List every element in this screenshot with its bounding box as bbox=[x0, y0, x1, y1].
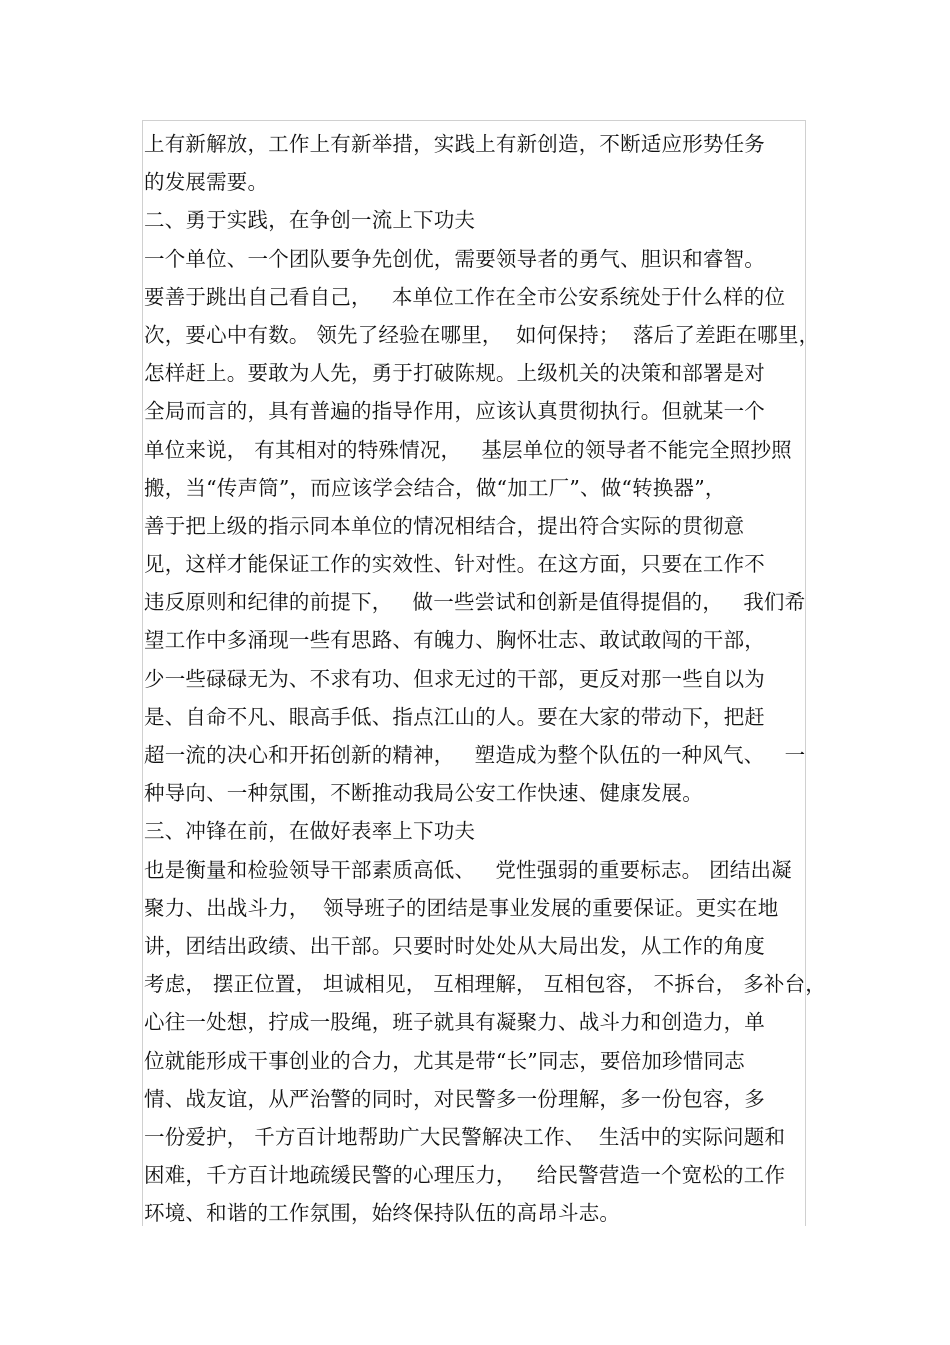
text-line: 怎样赶上。要敢为人先，勇于打破陈规。上级机关的决策和部署是对 bbox=[144, 361, 765, 386]
text-line: 少一些碌碌无为、不求有功、但求无过的干部，更反对那一些自以为 bbox=[144, 666, 765, 691]
text-line: 望工作中多涌现一些有思路、有魄力、胸怀壮志、敢试敢闯的干部， bbox=[144, 628, 765, 653]
text-line: 聚力、出战斗力， 领导班子的团结是事业发展的重要保证。更实在地 bbox=[144, 895, 779, 920]
text-line: 搬，当“传声筒”，而应该学会结合，做“加工厂”、做“转换器”， bbox=[144, 475, 726, 500]
text-line: 次，要心中有数。 领先了经验在哪里， 如何保持； 落后了差距在哪里， bbox=[144, 322, 820, 347]
text-line: 善于把上级的指示同本单位的情况相结合，提出符合实际的贯彻意 bbox=[144, 513, 745, 538]
text-line: 是、自命不凡、眼高手低、指点江山的人。要在大家的带动下，把赶 bbox=[144, 704, 765, 729]
text-line: 要善于跳出自己看自己， 本单位工作在全市公安系统处于什么样的位 bbox=[144, 284, 786, 309]
text-line: 环境、和谐的工作氛围，始终保持队伍的高昂斗志。 bbox=[144, 1201, 621, 1226]
text-line: 也是衡量和检验领导干部素质高低、 党性强弱的重要标志。 团结出凝 bbox=[144, 857, 792, 882]
text-line: 心往一处想，拧成一股绳，班子就具有凝聚力、战斗力和创造力，单 bbox=[144, 1010, 765, 1035]
text-line: 违反原则和纪律的前提下， 做一些尝试和创新是值得提倡的， 我们希 bbox=[144, 590, 806, 615]
text-line: 一份爱护， 千方百计地帮助广大民警解决工作、 生活中的实际问题和 bbox=[144, 1124, 786, 1149]
text-line: 位就能形成干事创业的合力，尤其是带“长”同志，要倍加珍惜同志 bbox=[144, 1048, 745, 1073]
text-line: 困难，千方百计地疏缓民警的心理压力， 给民警营造一个宽松的工作 bbox=[144, 1163, 786, 1188]
section-heading: 三、冲锋在前，在做好表率上下功夫 bbox=[144, 819, 476, 844]
document-body bbox=[144, 125, 824, 1232]
text-line: 的发展需要。 bbox=[144, 170, 269, 195]
text-line: 情、战友谊，从严治警的同时，对民警多一份理解，多一份包容，多 bbox=[144, 1086, 765, 1111]
section-heading: 二、勇于实践，在争创一流上下功夫 bbox=[144, 208, 476, 233]
text-line: 单位来说， 有其相对的特殊情况， 基层单位的领导者不能完全照抄照 bbox=[144, 437, 792, 462]
text-line: 一个单位、一个团队要争先创优，需要领导者的勇气、胆识和睿智。 bbox=[144, 246, 765, 271]
text-line: 种导向、一种氛围，不断推动我局公安工作快速、健康发展。 bbox=[144, 781, 703, 806]
text-line: 全局而言的，具有普遍的指导作用，应该认真贯彻执行。但就某一个 bbox=[144, 399, 765, 424]
text-line: 上有新解放，工作上有新举措，实践上有新创造，不断适应形势任务 bbox=[144, 132, 765, 156]
text-line: 见，这样才能保证工作的实效性、针对性。在这方面，只要在工作不 bbox=[144, 552, 765, 577]
text-line: 讲，团结出政绩、出干部。只要时时处处从大局出发，从工作的角度 bbox=[144, 933, 765, 958]
text-line: 考虑， 摆正位置， 坦诚相见， 互相理解， 互相包容， 不拆台， 多补台， bbox=[144, 972, 826, 997]
text-line: 超一流的决心和开拓创新的精神， 塑造成为整个队伍的一种风气、 一 bbox=[144, 743, 806, 767]
